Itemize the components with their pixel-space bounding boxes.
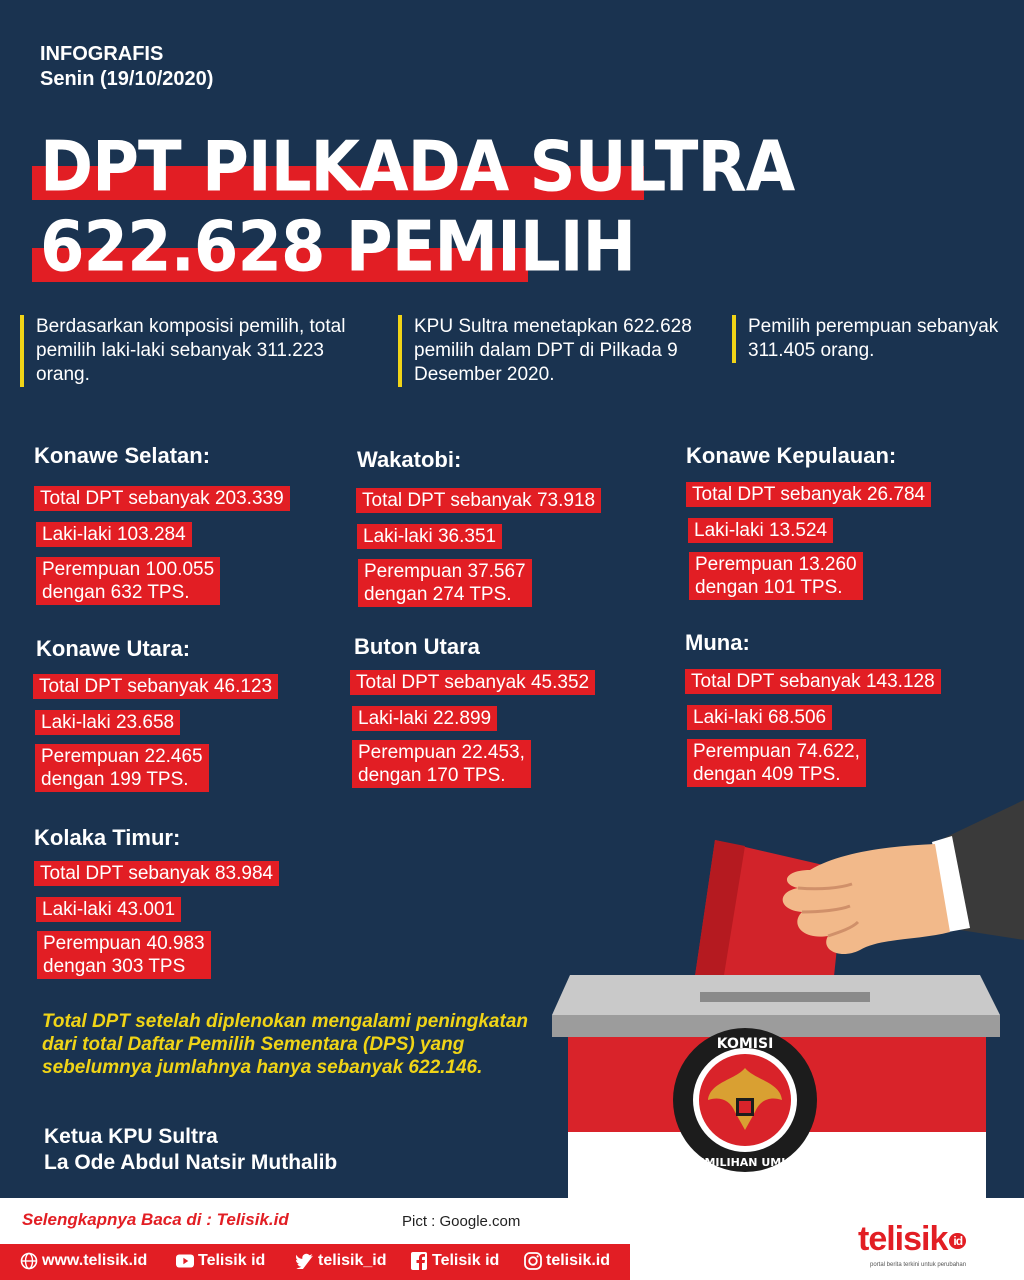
headline-line2 [32, 200, 636, 300]
tps-count: dengan 101 TPS. [695, 577, 843, 598]
region-female-wakatobi [358, 559, 532, 607]
date-label: Senin (19/10/2020) [40, 68, 214, 90]
region-male-konawe-utara: Laki-laki 23.658 [35, 710, 180, 735]
signer-name: La Ode Abdul Natsir Muthalib [44, 1151, 338, 1174]
region-title-konawe-kepulauan: Konawe Kepulauan: [686, 443, 897, 468]
infographic-kicker [40, 42, 213, 92]
region-title-konawe-selatan: Konawe Selatan: [34, 443, 211, 468]
region-title-wakatobi: Wakatobi: [357, 447, 462, 472]
region-total-wakatobi: Total DPT sebanyak 73.918 [356, 488, 601, 513]
tps-count: dengan 303 TPS [43, 956, 186, 977]
instagram-link[interactable]: telisik.id [524, 1252, 610, 1270]
facebook-icon [410, 1252, 428, 1270]
region-title-kolaka-timur: Kolaka Timur: [34, 825, 181, 850]
picture-credit: Pict : Google.com [402, 1213, 521, 1230]
footer [0, 1198, 1024, 1280]
region-male-wakatobi: Laki-laki 36.351 [357, 524, 502, 549]
region-male-konawe-kepulauan: Laki-laki 13.524 [688, 518, 833, 543]
female-count: Perempuan 22.453, [358, 742, 525, 763]
kpu-quote: Total DPT setelah diplenokan mengalami peningkatan dari total Daftar Pemilih Sementara (DPS) yang sebelumnya jumlahnya hanya sebanyak 622.146. [42, 1011, 529, 1078]
headline-text-2: 622.628 PEMILIH [40, 208, 636, 288]
quote-signer [44, 1124, 337, 1176]
facebook-link[interactable]: Telisik id [410, 1252, 499, 1270]
ballot-box-illustration [540, 800, 1024, 1198]
youtube-icon [176, 1252, 194, 1270]
headline-text-1: DPT PILKADA SULTRA [40, 128, 795, 208]
region-male-buton-utara: Laki-laki 22.899 [352, 706, 497, 731]
region-total-kolaka-timur: Total DPT sebanyak 83.984 [34, 861, 279, 886]
female-count: Perempuan 100.055 [42, 559, 215, 580]
region-title-muna: Muna: [685, 630, 750, 655]
globe-icon [20, 1252, 38, 1270]
brand-suffix-badge: id [949, 1233, 966, 1249]
kicker-label: INFOGRAFIS [40, 43, 164, 65]
signer-role: Ketua KPU Sultra [44, 1125, 218, 1148]
female-count: Perempuan 37.567 [364, 561, 526, 582]
tps-count: dengan 274 TPS. [364, 584, 512, 605]
seal-text-bottom: PEMILIHAN UMUM [688, 1156, 802, 1169]
region-female-kolaka-timur [37, 931, 211, 979]
seal-text-top: KOMISI [716, 1036, 774, 1052]
intro-male-voters: Berdasarkan komposisi pemilih, total pemilih laki-laki sebanyak 311.223 orang. [20, 315, 370, 387]
twitter-link[interactable]: telisik_id [296, 1252, 386, 1270]
brand-tagline: portal berita terkini untuk perubahan [870, 1262, 967, 1268]
female-count: Perempuan 40.983 [43, 933, 205, 954]
region-male-konawe-selatan: Laki-laki 103.284 [36, 522, 192, 547]
region-title-buton-utara: Buton Utara [354, 634, 480, 659]
intro-female-voters: Pemilih perempuan sebanyak 311.405 orang. [732, 315, 1002, 363]
region-female-konawe-kepulauan [689, 552, 863, 600]
region-female-muna [687, 739, 866, 787]
tps-count: dengan 409 TPS. [693, 764, 841, 785]
female-count: Perempuan 74.622, [693, 741, 860, 762]
female-count: Perempuan 13.260 [695, 554, 857, 575]
region-total-konawe-utara: Total DPT sebanyak 46.123 [33, 674, 278, 699]
tps-count: dengan 199 TPS. [41, 769, 189, 790]
youtube-link[interactable]: Telisik id [176, 1252, 265, 1270]
female-count: Perempuan 22.465 [41, 746, 203, 767]
region-female-konawe-selatan [36, 557, 220, 605]
region-total-buton-utara: Total DPT sebanyak 45.352 [350, 670, 595, 695]
read-more-link[interactable]: Selengkapnya Baca di : Telisik.id [22, 1210, 289, 1229]
region-female-konawe-utara [35, 744, 209, 792]
region-title-konawe-utara: Konawe Utara: [36, 636, 191, 661]
telisik-logo: telisik id [858, 1220, 966, 1259]
region-total-konawe-selatan: Total DPT sebanyak 203.339 [34, 486, 290, 511]
region-total-muna: Total DPT sebanyak 143.128 [685, 669, 941, 694]
tps-count: dengan 170 TPS. [358, 765, 506, 786]
social-bar [0, 1244, 630, 1280]
intro-total-voters: KPU Sultra menetapkan 622.628 pemilih dalam DPT di Pilkada 9 Desember 2020. [398, 315, 710, 387]
region-male-kolaka-timur: Laki-laki 43.001 [36, 897, 181, 922]
twitter-icon [296, 1252, 314, 1270]
ballot-slot [700, 992, 870, 1002]
region-female-buton-utara [352, 740, 531, 788]
region-male-muna: Laki-laki 68.506 [687, 705, 832, 730]
tps-count: dengan 632 TPS. [42, 582, 190, 603]
region-total-konawe-kepulauan: Total DPT sebanyak 26.784 [686, 482, 931, 507]
website-link[interactable]: www.telisik.id [20, 1252, 147, 1270]
instagram-icon [524, 1252, 542, 1270]
